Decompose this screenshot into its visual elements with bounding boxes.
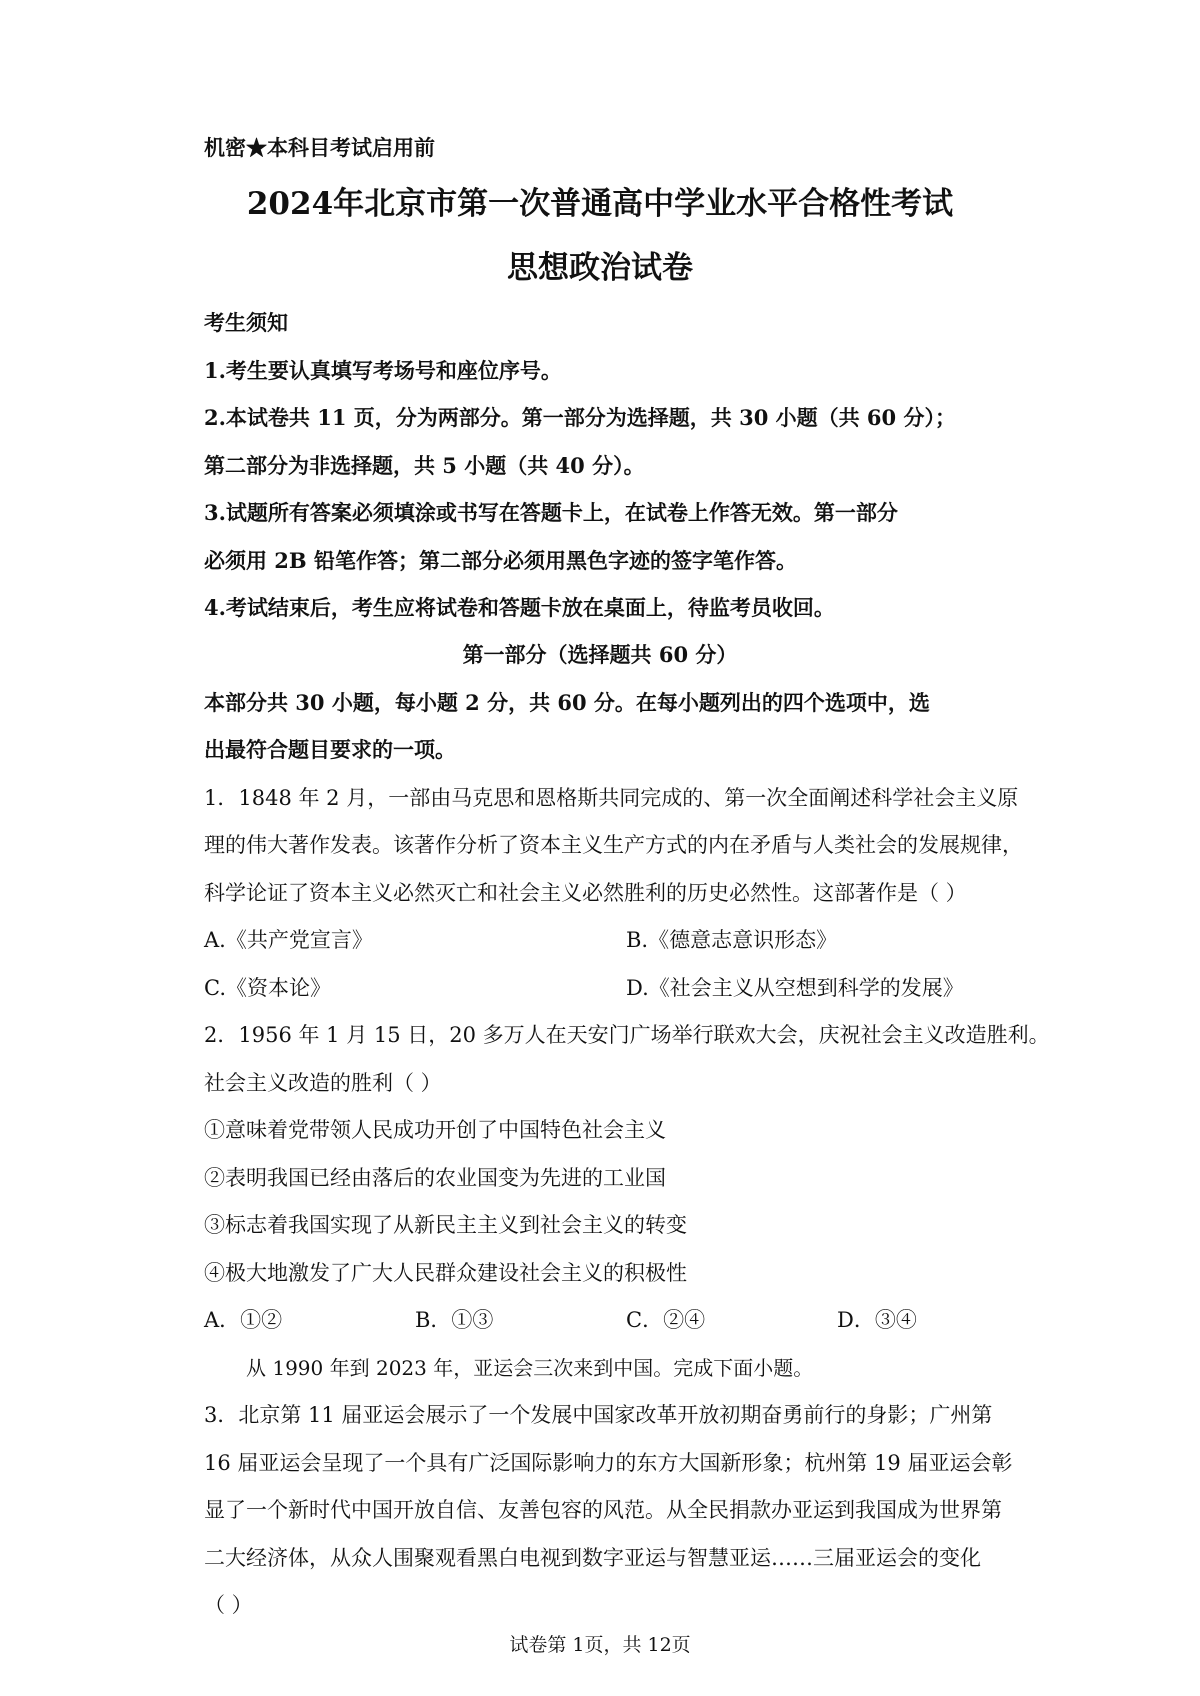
statement-item: ④极大地激发了广大人民群众建设社会主义的积极性 [204, 1261, 687, 1285]
option-d: D.《社会主义从空想到科学的发展》 [626, 976, 964, 1000]
page-number: 试卷第 1页，共 12页 [509, 1634, 691, 1656]
question-text-line: 理的伟大著作发表。该著作分析了资本主义生产方式的内在矛盾与人类社会的发展规律， [204, 833, 1023, 857]
question-text-line: 1．1848 年 2 月，一部由马克思和恩格斯共同完成的、第一次全面阐述科学社会主义原 [204, 786, 1019, 810]
instruction-line: 第二部分为非选择题，共 5 小题（共 40 分）。 [204, 453, 645, 478]
option-a: A．①② [204, 1308, 283, 1332]
instruction-line: 1.考生要认真填写考场号和座位序号。 [204, 358, 562, 383]
question-text-line: 16 届亚运会呈现了一个具有广泛国际影响力的东方大国新形象；杭州第 19 届亚运会彰 [204, 1451, 1013, 1475]
option-d: D．③④ [837, 1308, 917, 1332]
exam-subtitle: 思想政治试卷 [507, 250, 693, 286]
part1-heading: 第一部分（选择题共 60 分） [462, 642, 738, 667]
statement-item: ③标志着我国实现了从新民主主义到社会主义的转变 [204, 1213, 687, 1237]
question-text-line: 社会主义改造的胜利（ ） [204, 1071, 442, 1095]
instruction-line: 必须用 2B 铅笔作答；第二部分必须用黑色字迹的签字笔作答。 [204, 548, 797, 573]
instruction-line: 4.考试结束后，考生应将试卷和答题卡放在桌面上，待监考员收回。 [204, 595, 835, 620]
instruction-line: 2.本试卷共 11 页，分为两部分。第一部分为选择题，共 30 小题（共 60 分）； [204, 405, 956, 430]
question-text-line: 3．北京第 11 届亚运会展示了一个发展中国家改革开放初期奋勇前行的身影；广州第 [204, 1403, 993, 1427]
option-c: C．②④ [626, 1308, 706, 1332]
classification-label: 机密★本科目考试启用前 [204, 135, 435, 160]
question-text-line: 科学论证了资本主义必然灭亡和社会主义必然胜利的历史必然性。这部著作是（ ） [204, 881, 967, 905]
statement-item: ②表明我国已经由落后的农业国变为先进的工业国 [204, 1166, 666, 1190]
question-group-note: 从 1990 年到 2023 年，亚运会三次来到中国。完成下面小题。 [246, 1356, 814, 1380]
instructions-heading: 考生须知 [204, 310, 288, 335]
option-b: B.《德意志意识形态》 [626, 928, 838, 952]
option-a: A.《共产党宣言》 [204, 928, 373, 952]
option-b: B．①③ [415, 1308, 494, 1332]
statement-item: ①意味着党带领人民成功开创了中国特色社会主义 [204, 1118, 666, 1142]
question-text-line: 显了一个新时代中国开放自信、友善包容的风范。从全民捐款办亚运到我国成为世界第 [204, 1498, 1002, 1522]
instruction-line: 3.试题所有答案必须填涂或书写在答题卡上，在试卷上作答无效。第一部分 [204, 500, 898, 525]
exam-title: 2024年北京市第一次普通高中学业水平合格性考试 [246, 186, 954, 222]
part1-intro-line: 出最符合题目要求的一项。 [204, 737, 456, 762]
option-c: C.《资本论》 [204, 976, 331, 1000]
part1-intro-line: 本部分共 30 小题，每小题 2 分，共 60 分。在每小题列出的四个选项中，选 [204, 690, 930, 715]
question-text-line: （ ） [204, 1593, 253, 1617]
question-text-line: 二大经济体，从众人围聚观看黑白电视到数字亚运与智慧亚运……三届亚运会的变化 [204, 1546, 981, 1570]
question-text-line: 2．1956 年 1 月 15 日，20 多万人在天安门广场举行联欢大会，庆祝社会主义改造胜利。 [204, 1023, 1050, 1047]
